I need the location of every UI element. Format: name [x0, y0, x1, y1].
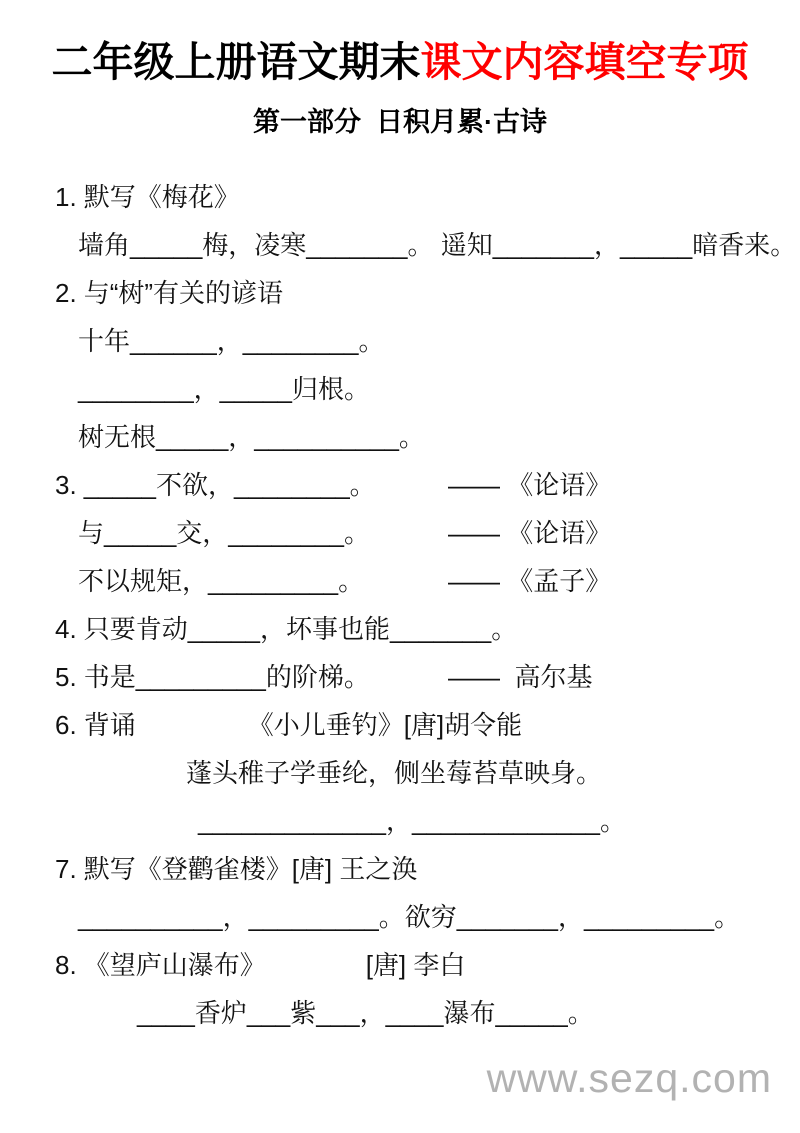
- watermark: www.sezq.com: [486, 1055, 772, 1101]
- line-text: 背诵: [83, 710, 136, 740]
- item-2-blanks-2: [0, 365, 800, 413]
- item-5-blanks: [0, 653, 800, 701]
- source-attribution: —— 高尔基: [448, 662, 593, 692]
- line-text: 与_____交，________。: [78, 518, 370, 548]
- line-text: 只要肯动_____，坏事也能_______。: [83, 614, 518, 644]
- item-1-blanks: [0, 221, 800, 269]
- item-number: 7.: [55, 854, 77, 884]
- line-text: _____________，_____________。: [198, 806, 626, 836]
- line-text: 不以规矩，_________。: [78, 566, 365, 596]
- page-title: [0, 0, 800, 88]
- line-text: 蓬头稚子学垂纶，侧坐莓苔草映身。: [186, 758, 603, 788]
- line-text: 墙角_____梅，凌寒_______。 遥知_______，_____暗香来。: [78, 230, 797, 260]
- item-2-blanks-1: [0, 317, 800, 365]
- item-6-blanks: [0, 797, 800, 845]
- section-heading: 第一部分 日积月累·古诗: [253, 107, 547, 137]
- item-number: 8.: [55, 950, 77, 980]
- line-text: 书是_________的阶梯。: [83, 662, 370, 692]
- item-2-prompt: [0, 269, 800, 317]
- line-text: ________，_____归根。: [78, 374, 370, 404]
- poem-title: 《小儿垂钓》[唐]胡令能: [247, 710, 523, 740]
- line-text: __________，_________。欲穷_______，_________。: [78, 902, 741, 932]
- line-text: 十年______，________。: [78, 326, 385, 356]
- item-number: 3.: [55, 470, 77, 500]
- source-attribution: —— 《论语》: [448, 470, 612, 500]
- item-7-blanks: [0, 893, 800, 941]
- item-1-prompt: [0, 173, 800, 221]
- item-number: 5.: [55, 662, 77, 692]
- item-7-prompt: [0, 845, 800, 893]
- item-2-blanks-3: [0, 413, 800, 461]
- page-title-red: 课文内容填空专项: [420, 39, 749, 85]
- line-text: 与“树”有关的谚语: [83, 278, 284, 308]
- item-4-blanks: [0, 605, 800, 653]
- item-number: 4.: [55, 614, 77, 644]
- source-attribution: —— 《孟子》: [448, 566, 612, 596]
- item-3-blanks-1: [0, 461, 800, 509]
- poem-title: 《望庐山瀑布》: [83, 950, 266, 980]
- source-attribution: —— 《论语》: [448, 518, 612, 548]
- line-text: _____不欲，________。: [83, 470, 376, 500]
- poem-author: [唐] 李白: [365, 950, 466, 980]
- item-3-blanks-2: [0, 509, 800, 557]
- line-text: ____香炉___紫___，____瀑布_____。: [137, 998, 594, 1028]
- item-number: 1.: [55, 182, 77, 212]
- item-3-blanks-3: [0, 557, 800, 605]
- item-8-blanks: [0, 989, 800, 1037]
- line-text: 树无根_____，__________。: [78, 422, 425, 452]
- worksheet-body: [0, 173, 800, 1037]
- page-title-black: 二年级上册语文期末: [51, 39, 421, 85]
- item-8-prompt: [0, 941, 800, 989]
- item-6-prompt: [0, 701, 800, 749]
- line-text: 默写《梅花》: [83, 182, 240, 212]
- item-6-poem-line: [0, 749, 800, 797]
- line-text: 默写《登鹳雀楼》[唐] 王之涣: [83, 854, 418, 884]
- item-number: 6.: [55, 710, 77, 740]
- item-number: 2.: [55, 278, 77, 308]
